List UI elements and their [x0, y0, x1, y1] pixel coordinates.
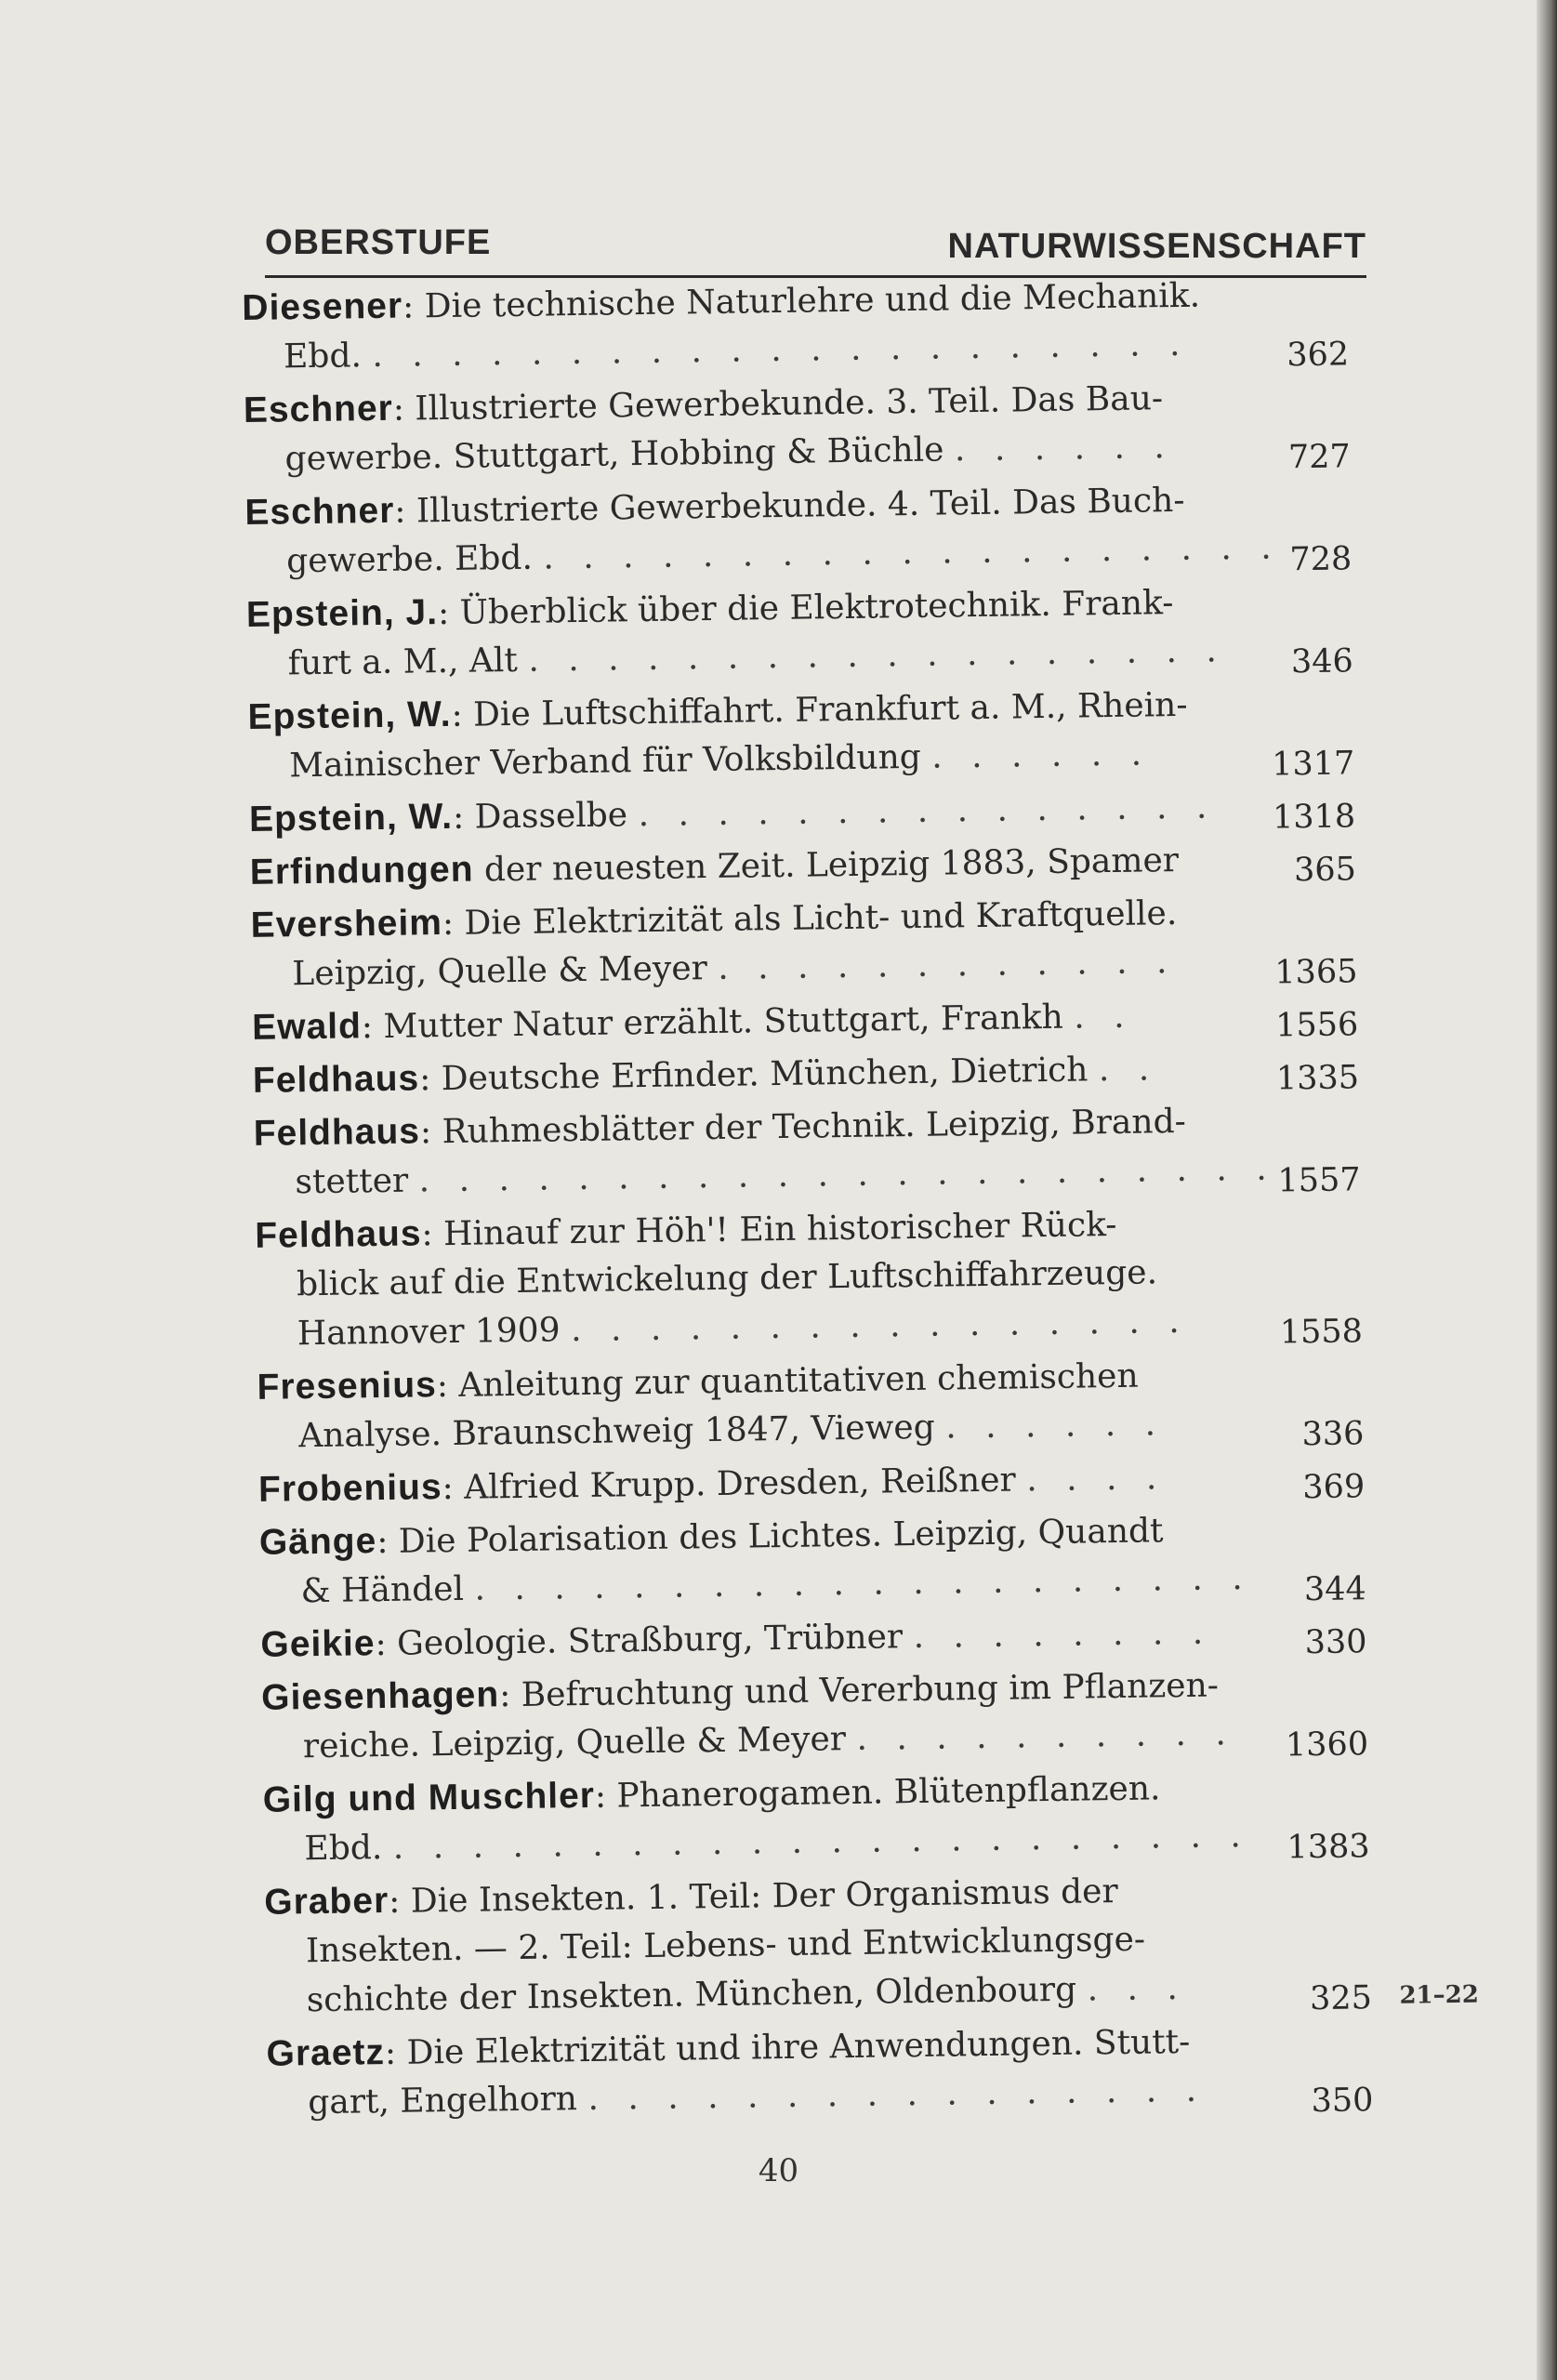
- entry-author: Feldhaus: [255, 1213, 422, 1256]
- author-separator: :: [451, 695, 474, 734]
- bibliography-entry: [244, 370, 1369, 484]
- bibliography-entry: [253, 1093, 1379, 1208]
- leader-dots: . . . . . . . . . . . . . . . . . . .: [543, 528, 1281, 577]
- leader-dots: . . . . . .: [954, 428, 1175, 469]
- author-separator: :: [376, 1522, 400, 1562]
- entry-text: Mainischer Verband für Volksbildung: [288, 737, 922, 786]
- entry-author: Feldhaus: [252, 1058, 420, 1101]
- entry-number: 365: [1293, 851, 1357, 890]
- entry-text: Anleitung zur quantitativen chemischen: [458, 1356, 1139, 1405]
- header-section: OBERSTUFE: [265, 223, 492, 262]
- entry-text: Die Polarisation des Lichtes. Leipzig, Quandt: [398, 1512, 1164, 1561]
- bibliography-entry: [266, 2014, 1392, 2128]
- entry-author: Graber: [264, 1880, 389, 1923]
- author-separator: :: [402, 287, 425, 326]
- entry-author: Gilg und Muschler: [262, 1775, 596, 1820]
- entry-text: Die Elektrizität und ihre Anwendungen. Stutt-: [406, 2022, 1191, 2072]
- author-separator: :: [419, 1113, 442, 1152]
- author-separator: :: [375, 1624, 398, 1664]
- entry-number: 1383: [1287, 1828, 1370, 1867]
- bibliography-entry: [242, 268, 1367, 382]
- page-edge-shadow: [1537, 0, 1557, 2380]
- entry-text: Illustrierte Gewerbekunde. 4. Teil. Das Buch-: [416, 481, 1185, 531]
- author-separator: :: [498, 1675, 522, 1715]
- entry-text: schichte der Insekten. München, Oldenbourg: [306, 1970, 1077, 2020]
- entry-text: Mutter Natur erzählt. Stuttgart, Frankh: [383, 998, 1064, 1046]
- entry-text: Die Insekten. 1. Teil: Der Organismus der: [410, 1872, 1118, 1921]
- leader-dots: . . . . . . . . . . . . . . . . . .: [528, 631, 1227, 680]
- leader-dots: . . . . . . . . . . . . . . . . . . . . .: [372, 324, 1190, 376]
- entry-number: 727: [1287, 438, 1351, 477]
- entry-text: furt a. M., Alt: [287, 641, 519, 683]
- leader-dots: . .: [1098, 1050, 1159, 1090]
- header-subject: NATURWISSENSCHAFT: [947, 227, 1366, 266]
- entry-author: Ewald: [251, 1006, 363, 1048]
- entry-text: stetter: [295, 1161, 409, 1202]
- author-separator: :: [361, 1007, 384, 1047]
- entry-text: gewerbe. Stuttgart, Hobbing & Büchle: [284, 430, 944, 479]
- entry-author: Gänge: [258, 1521, 377, 1563]
- bibliography-entry: [262, 1760, 1388, 1874]
- entry-text: reiche. Leipzig, Quelle & Meyer: [302, 1720, 847, 1766]
- entry-number: 350: [1311, 2082, 1374, 2121]
- author-separator: :: [452, 798, 475, 837]
- entry-author: Erfindungen: [249, 849, 474, 892]
- author-separator: :: [437, 593, 460, 633]
- entry-author: Giesenhagen: [260, 1674, 500, 1718]
- bibliography-entry: [244, 472, 1370, 587]
- entry-author: Diesener: [242, 285, 403, 328]
- leader-dots: . . . . . . . . . . . . . . . . . . . . . .: [418, 1149, 1276, 1200]
- entry-number: 1335: [1275, 1059, 1360, 1098]
- leader-dots: . . . . . . . . . . . . . . . .: [587, 2070, 1207, 2118]
- entry-author: Epstein, W.: [247, 694, 452, 737]
- author-separator: [473, 851, 484, 889]
- entry-number: 1317: [1271, 745, 1355, 784]
- entry-text: Ebd.: [304, 1829, 383, 1869]
- leader-dots: . . . . . .: [944, 1405, 1166, 1447]
- entry-text: Ebd.: [283, 337, 363, 377]
- entry-author: Graetz: [266, 2032, 386, 2074]
- entry-text: gewerbe. Ebd.: [285, 538, 534, 581]
- entry-number: 336: [1301, 1415, 1365, 1454]
- side-note: 21–22: [1399, 1980, 1480, 2010]
- bibliography-entry: [261, 1658, 1387, 1772]
- entry-number: 1557: [1277, 1161, 1361, 1200]
- entry-number: 346: [1290, 642, 1354, 681]
- leader-dots: . . . . . . . . . .: [856, 1714, 1236, 1758]
- author-separator: :: [442, 1468, 465, 1508]
- entry-text: Leipzig, Quelle & Meyer: [292, 949, 708, 994]
- entry-author: Epstein, W.: [248, 796, 454, 840]
- leader-dots: . . .: [1087, 1968, 1188, 2009]
- author-separator: :: [418, 1060, 442, 1099]
- entry-text: Analyse. Braunschweig 1847, Vieweg: [298, 1408, 936, 1456]
- entry-text: Hannover 1909: [297, 1311, 561, 1354]
- bibliography-entry: [250, 885, 1376, 999]
- page-number: 40: [758, 2152, 799, 2189]
- author-separator: :: [392, 390, 416, 429]
- entry-number: 1365: [1274, 953, 1358, 992]
- entry-number: 369: [1302, 1468, 1366, 1507]
- entry-author: Feldhaus: [253, 1111, 421, 1154]
- entry-number: 330: [1304, 1623, 1367, 1662]
- entry-text: Phanerogamen. Blütenpflanzen.: [616, 1769, 1161, 1816]
- entry-text: gart, Engelhorn: [308, 2080, 578, 2122]
- author-separator: :: [384, 2033, 407, 2073]
- author-separator: :: [594, 1777, 617, 1816]
- entry-text: Geologie. Straßburg, Trübner: [396, 1618, 904, 1663]
- entry-number: 1360: [1285, 1726, 1369, 1765]
- entry-author: Geikie: [260, 1623, 376, 1665]
- leader-dots: . . . . . . . . . . . . . . . . . . . .: [474, 1558, 1252, 1608]
- entry-author: Fresenius: [257, 1365, 438, 1408]
- entry-number: 1558: [1279, 1313, 1364, 1352]
- author-separator: :: [421, 1215, 444, 1254]
- entry-number: 1318: [1272, 798, 1356, 837]
- running-header: [265, 216, 1366, 278]
- author-separator: :: [442, 904, 465, 944]
- entry-author: Eversheim: [250, 903, 443, 945]
- entry-text: Die Luftschiffahrt. Frankfurt a. M., Rhein-: [472, 685, 1188, 734]
- leader-dots: . .: [1073, 997, 1134, 1037]
- bibliography-entry: [264, 1862, 1480, 2026]
- author-separator: :: [394, 492, 417, 531]
- entry-text: blick auf die Entwickelung der Luftschiffahrzeuge.: [296, 1253, 1158, 1304]
- entry-text: Die Elektrizität als Licht- und Kraftquelle.: [464, 894, 1178, 943]
- entry-author: Frobenius: [257, 1467, 442, 1510]
- entry-author: Eschner: [244, 490, 395, 533]
- bibliography-entry: [247, 677, 1373, 791]
- entry-text: Dasselbe: [474, 796, 628, 837]
- entry-text: & Händel: [300, 1569, 465, 1611]
- entry-text: Die technische Naturlehre und die Mechanik.: [424, 276, 1201, 326]
- entry-text: der neuesten Zeit. Leipzig 1883, Spamer: [483, 840, 1180, 890]
- bibliography-list: [242, 268, 1480, 2132]
- leader-dots: . . . .: [1025, 1459, 1167, 1500]
- bibliography-entry: [255, 1196, 1381, 1359]
- entry-author: Epstein, J.: [245, 592, 439, 635]
- leader-dots: . . . . . .: [930, 734, 1152, 776]
- entry-text: Hinauf zur Höh'! Ein historischer Rück-: [442, 1205, 1117, 1254]
- entry-number: 362: [1287, 336, 1350, 375]
- entry-text: Befruchtung und Vererbung im Pflanzen-: [521, 1666, 1220, 1714]
- entry-text: Insekten. — 2. Teil: Lebens- und Entwicklungsge-: [305, 1920, 1146, 1971]
- entry-number: 728: [1289, 540, 1352, 579]
- entry-number: 1556: [1274, 1006, 1359, 1045]
- leader-dots: . . . . . . . . . . . . . . .: [638, 787, 1217, 835]
- author-separator: :: [436, 1366, 459, 1406]
- entry-author: Eschner: [243, 388, 394, 430]
- entry-text: Überblick über die Elektrotechnik. Frank-: [459, 584, 1174, 632]
- leader-dots: . . . . . . . . . . . . . . . .: [570, 1302, 1190, 1350]
- leader-dots: . . . . . . . .: [913, 1613, 1213, 1657]
- bibliography-entry: [257, 1347, 1382, 1461]
- entry-text: Ruhmesblätter der Technik. Leipzig, Brand-: [442, 1102, 1187, 1152]
- entry-text: Illustrierte Gewerbekunde. 3. Teil. Das Bau-: [415, 379, 1164, 429]
- leader-dots: . . . . . . . . . . . . . . . . . . . . . .: [392, 1817, 1251, 1867]
- bibliography-entry: [259, 1502, 1385, 1617]
- entry-number: 325: [1309, 1979, 1373, 2018]
- author-separator: :: [388, 1882, 412, 1921]
- entry-text: Alfried Krupp. Dresden, Reißner: [463, 1461, 1016, 1507]
- leader-dots: . . . . . . . . . . . .: [717, 943, 1177, 987]
- bibliography-entry: [246, 575, 1372, 689]
- entry-number: 344: [1303, 1570, 1367, 1609]
- entry-text: Deutsche Erfinder. München, Dietrich: [441, 1051, 1089, 1099]
